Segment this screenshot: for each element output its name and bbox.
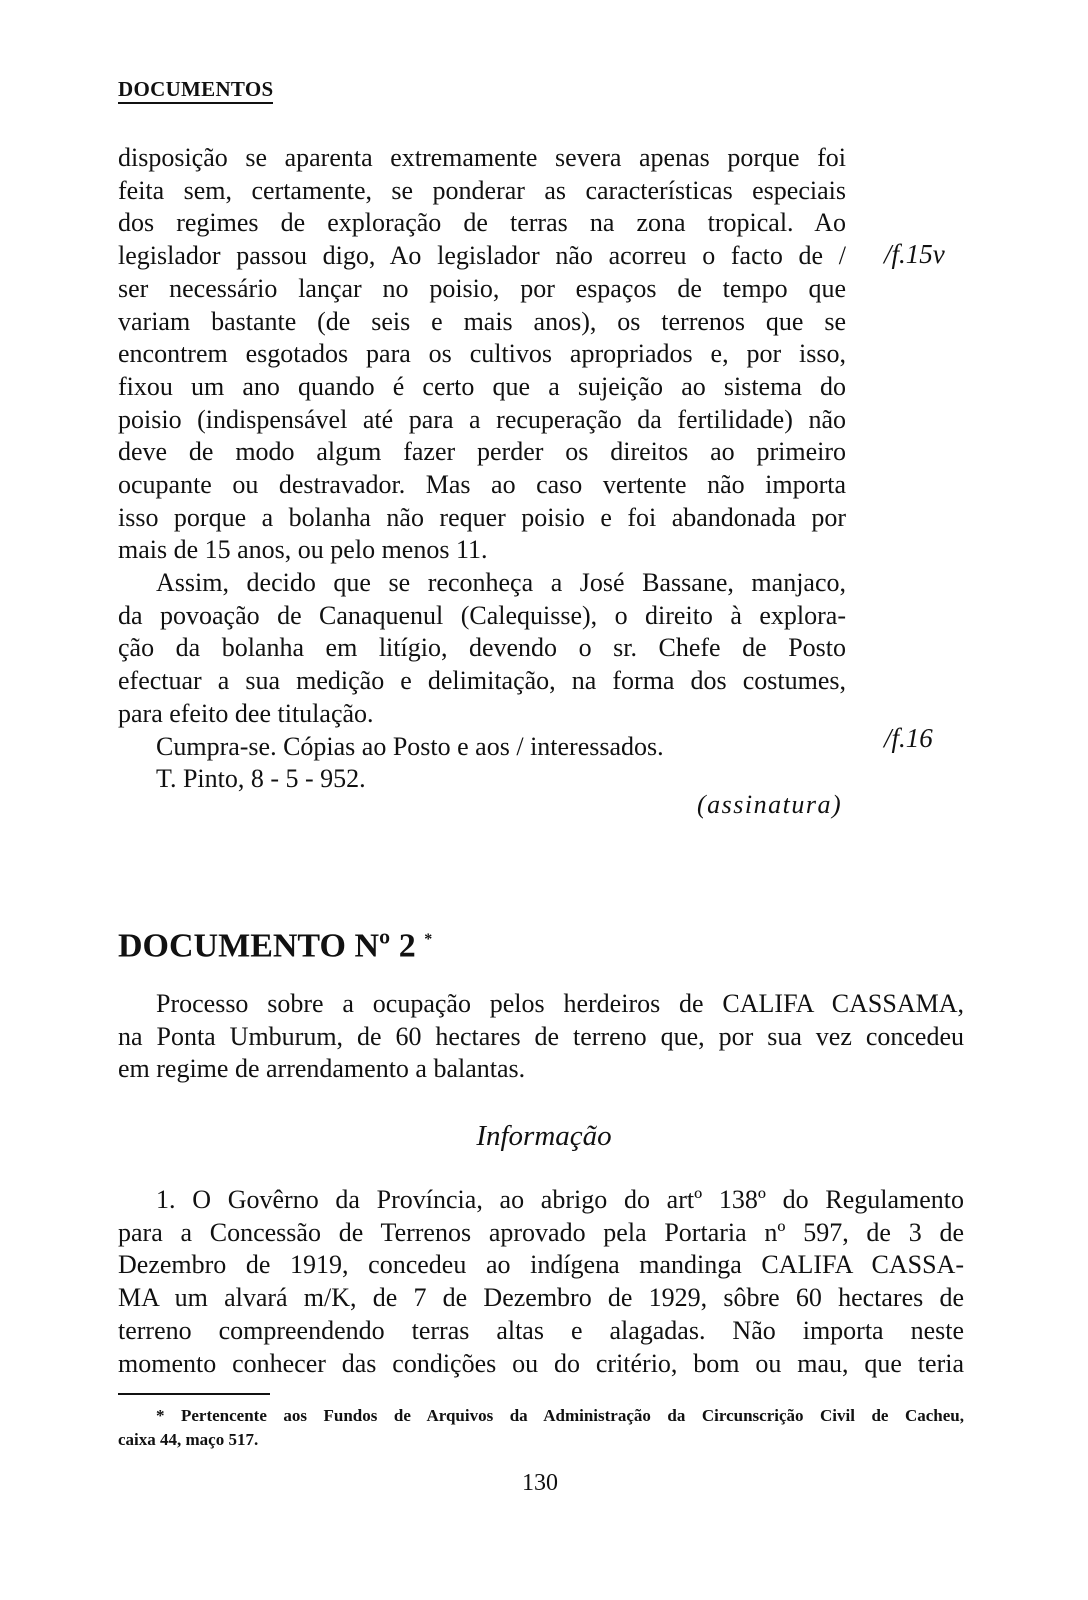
text-line: isso porque a bolanha não requer poisio e foi abandonada por: [118, 502, 846, 532]
text-line: legislador passou digo, Ao legislador não acorreu o facto de /: [118, 241, 846, 271]
intro-paragraph: [118, 988, 964, 1086]
footnote-divider: [118, 1393, 270, 1395]
text-line: feita sem, certamente, se ponderar as características especiais: [118, 175, 846, 205]
signature: (assinatura): [697, 790, 843, 819]
running-head: DOCUMENTOS: [118, 76, 273, 104]
document-title: [118, 920, 432, 966]
page-number: 130: [522, 1470, 558, 1496]
margin-folio-note: /f.16: [884, 723, 933, 753]
footnote-line: * Pertencente aos Fundos de Arquivos da Administração da Circunscrição Civil de Cacheu,: [156, 1406, 964, 1425]
text-line: da povoação de Canaquenul (Calequisse), o direito à explora-: [118, 600, 846, 630]
footnote-line: caixa 44, maço 517.: [118, 1430, 259, 1449]
paragraph-continued: [118, 142, 846, 567]
text-line: encontrem esgotados para os cultivos apropriados e, por isso,: [118, 339, 846, 369]
text-line: terreno compreendendo terras altas e alagadas. Não importa neste: [118, 1315, 964, 1345]
text-line: 1. O Govêrno da Província, ao abrigo do artº 138º do Regulamento: [156, 1185, 964, 1214]
text-line: dos regimes de exploração de terras na zona tropical. Ao: [118, 208, 846, 238]
text-line: disposição se aparenta extremamente severa apenas porque foi: [118, 143, 846, 172]
text-line: Processo sobre a ocupação pelos herdeiros de CALIFA CASSAMA,: [156, 989, 964, 1018]
document-title-text: DOCUMENTO Nº 2: [118, 927, 416, 965]
margin-folio-note: /f.15v: [884, 239, 945, 269]
text-line: fixou um ano quando é certo que a sujeição ao sistema do: [118, 371, 846, 401]
text-line: ocupante ou destravador. Mas ao caso vertente não importa: [118, 470, 846, 500]
text-line: em regime de arrendamento a balantas.: [118, 1054, 526, 1084]
footnote: [118, 1404, 964, 1452]
date-line: T. Pinto, 8 - 5 - 952.: [156, 764, 366, 794]
text-line: mais de 15 anos, ou pelo menos 11.: [118, 535, 488, 565]
text-line: para efeito dee titulação.: [118, 698, 374, 728]
section-heading: Informação: [476, 1120, 612, 1152]
text-line: MA um alvará m/K, de 7 de Dezembro de 1929, sôbre 60 hectares de: [118, 1283, 964, 1313]
text-line: Assim, decido que se reconheça a José Bassane, manjaco,: [156, 568, 846, 597]
text-line: ção da bolanha em litígio, devendo o sr. Chefe de Posto: [118, 633, 846, 663]
paragraph-decision: [118, 567, 846, 796]
closing-line: Cumpra-se. Cópias ao Posto e aos / interessados.: [156, 731, 664, 761]
text-line: variam bastante (de seis e mais anos), os terrenos que se: [118, 306, 846, 336]
text-line: poisio (indispensável até para a recuperação da fertilidade) não: [118, 404, 846, 434]
text-line: efectuar a sua medição e delimitação, na forma dos costumes,: [118, 666, 846, 696]
text-line: Dezembro de 1919, concedeu ao indígena mandinga CALIFA CASSA-: [118, 1250, 964, 1280]
footnote-mark: *: [424, 931, 433, 948]
text-line: momento conhecer das condições ou do critério, bom ou mau, que teria: [118, 1348, 964, 1378]
text-line: deve de modo algum fazer perder os direitos ao primeiro: [118, 437, 846, 467]
text-line: ser necessário lançar no poisio, por espaços de tempo que: [118, 273, 846, 303]
text-line: na Ponta Umburum, de 60 hectares de terreno que, por sua vez concedeu: [118, 1021, 964, 1051]
numbered-paragraph: [118, 1184, 964, 1380]
text-line: para a Concessão de Terrenos aprovado pela Portaria nº 597, de 3 de: [118, 1217, 964, 1247]
